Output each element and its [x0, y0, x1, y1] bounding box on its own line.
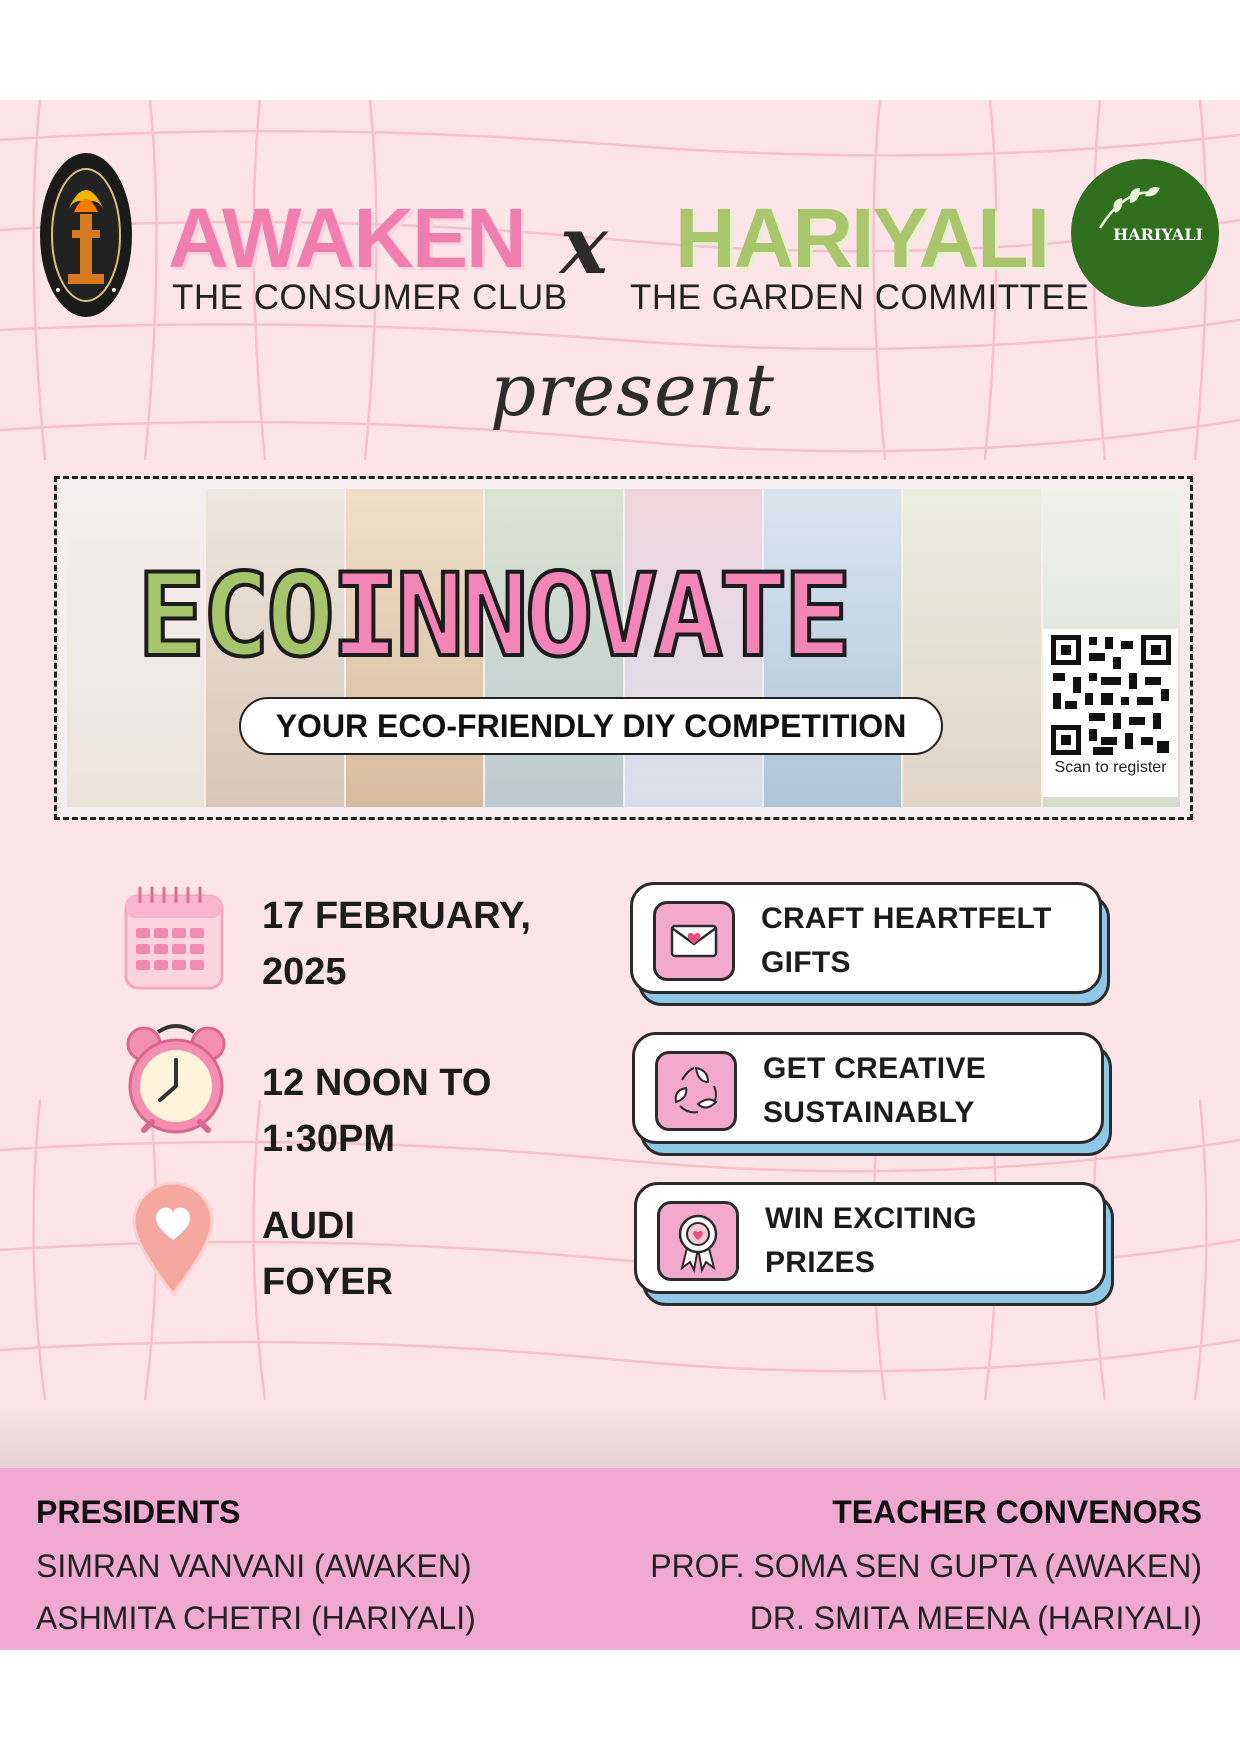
hariyali-subtitle: THE GARDEN COMMITTEE [630, 278, 1090, 317]
alarm-clock-icon [122, 1022, 230, 1142]
date-line-1: 17 FEBRUARY, [262, 895, 531, 937]
envelope-heart-icon [653, 901, 735, 981]
hariyali-logo-title: HARIYALI [1113, 225, 1203, 244]
organizers-footer [0, 1468, 1240, 1650]
venue-line-1: AUDI [262, 1205, 355, 1247]
feature-text-prizes [765, 1197, 977, 1285]
title-eco: ECO [137, 549, 331, 682]
convenor-1: PROF. SOMA SEN GUPTA (AWAKEN) [650, 1548, 1202, 1584]
date-line-2: 2025 [262, 951, 347, 993]
feature-line-1: GET CREATIVE [763, 1052, 987, 1085]
presidents-heading: PRESIDENTS [36, 1494, 241, 1530]
feature-card-prizes [634, 1182, 1106, 1294]
feature-card-gifts [630, 882, 1102, 994]
event-date [262, 888, 531, 1000]
hariyali-title: HARIYALI [675, 191, 1048, 285]
awaken-subtitle: THE CONSUMER CLUB [172, 278, 568, 317]
collab-x-mark: x [560, 198, 608, 292]
president-2: ASHMITA CHETRI (HARIYALI) [36, 1600, 476, 1636]
feature-line-1: WIN EXCITING [765, 1202, 977, 1235]
convenors-heading: TEACHER CONVENORS [832, 1494, 1202, 1530]
location-pin-icon [128, 1178, 218, 1298]
feature-line-1: CRAFT HEARTFELT [761, 902, 1052, 935]
convenor-2: DR. SMITA MEENA (HARIYALI) [749, 1600, 1202, 1636]
feature-text-gifts [761, 897, 1052, 985]
ecoinnovate-banner [54, 476, 1193, 820]
feature-text-sustainable [763, 1047, 986, 1135]
awaken-title: AWAKEN [168, 191, 525, 285]
feature-line-2: GIFTS [761, 946, 851, 979]
feature-line-2: SUSTAINABLY [763, 1096, 975, 1129]
recycle-leaves-icon [655, 1051, 737, 1131]
event-time [262, 1055, 491, 1167]
time-line-1: 12 NOON TO [262, 1062, 492, 1104]
qr-caption: Scan to register [1054, 759, 1167, 776]
hariyali-logo [1070, 158, 1220, 308]
competition-tagline: YOUR ECO-FRIENDLY DIY COMPETITION [239, 697, 943, 755]
venue-line-2: FOYER [262, 1261, 393, 1303]
time-line-2: 1:30PM [262, 1118, 396, 1160]
title-innovate: INNOVATE [330, 549, 848, 682]
registration-qr[interactable] [1043, 629, 1178, 797]
feature-line-2: PRIZES [765, 1246, 876, 1279]
calendar-icon [122, 882, 226, 992]
ecoinnovate-title [137, 549, 848, 682]
president-1: SIMRAN VANVANI (AWAKEN) [36, 1548, 472, 1584]
award-ribbon-icon [657, 1201, 739, 1281]
qr-code-icon[interactable] [1049, 633, 1173, 757]
poster [0, 100, 1240, 1650]
feature-card-sustainable [632, 1032, 1104, 1144]
present-text: present [490, 348, 775, 432]
event-venue [262, 1198, 393, 1310]
footer-fade [0, 1400, 1240, 1470]
consumer-club-logo [38, 150, 134, 320]
